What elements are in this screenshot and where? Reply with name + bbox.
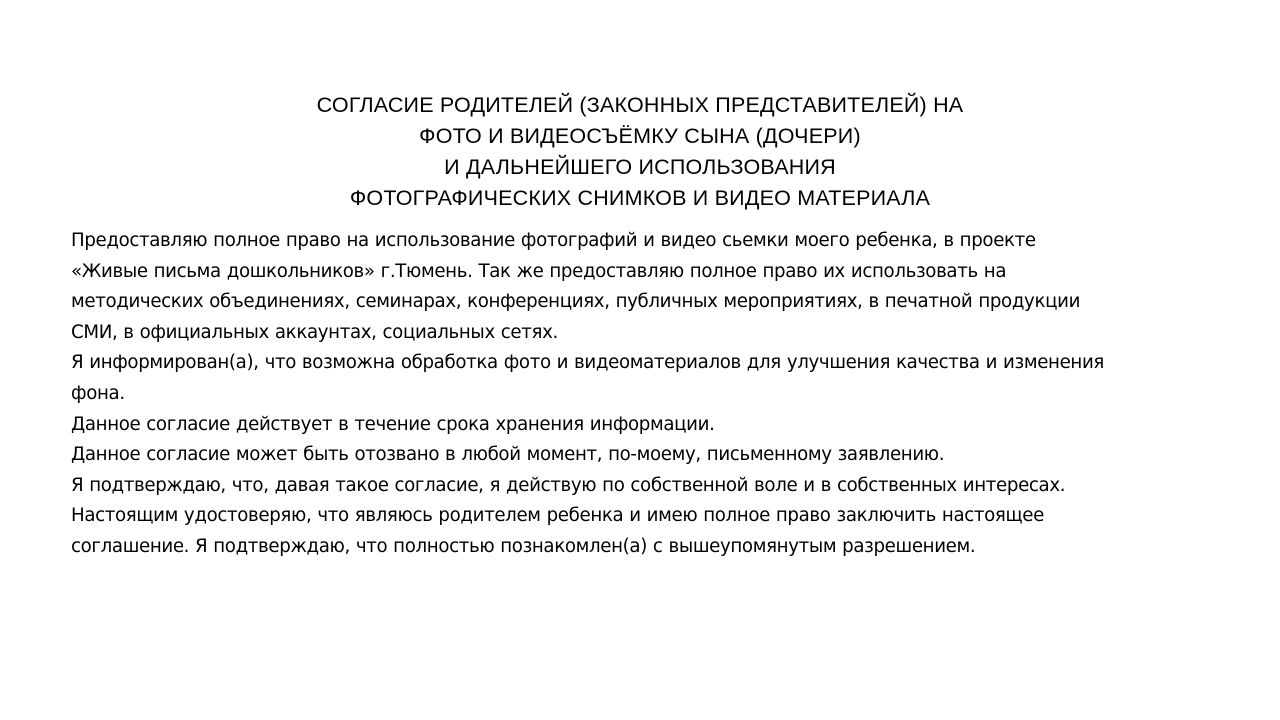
body-line: фона.	[71, 382, 125, 404]
body-line: методических объединениях, семинарах, конференциях, публичных мероприятиях, в печатной продукции	[71, 291, 1081, 313]
body-line: СМИ, в официальных аккаунтах, социальных сетях.	[71, 321, 558, 343]
document-title	[140, 90, 1140, 214]
title-line: СОГЛАСИЕ РОДИТЕЛЕЙ (ЗАКОННЫХ ПРЕДСТАВИТЕЛЕЙ) НА	[316, 93, 964, 117]
document-body	[71, 226, 1231, 563]
body-line: Я информирован(а), что возможна обработка фото и видеоматериалов для улучшения качества и изменения	[71, 352, 1105, 374]
body-line: «Живые письма дошкольников» г.Тюмень. Так же предоставляю полное право их использовать на	[71, 260, 1007, 282]
body-line: соглашение. Я подтверждаю, что полностью познакомлен(а) с вышеупомянутым разрешением.	[71, 535, 976, 557]
body-line: Предоставляю полное право на использование фотографий и видео сьемки моего ребенка, в проекте	[71, 230, 1036, 251]
title-line: И ДАЛЬНЕЙШЕГО ИСПОЛЬЗОВАНИЯ	[444, 155, 836, 179]
body-line: Настоящим удостоверяю, что являюсь родителем ребенка и имею полное право заключить настоящее	[71, 505, 1044, 527]
body-line: Данное согласие действует в течение срока хранения информации.	[71, 413, 715, 435]
body-line: Данное согласие может быть отозвано в любой момент, по-моему, письменному заявлению.	[71, 444, 945, 466]
title-line: ФОТО И ВИДЕОСЪЁМКУ СЫНА (ДОЧЕРИ)	[419, 124, 861, 148]
body-line: Я подтверждаю, что, давая такое согласие, я действую по собственной воле и в собственных интересах.	[71, 474, 1066, 496]
title-line: ФОТОГРАФИЧЕСКИХ СНИМКОВ И ВИДЕО МАТЕРИАЛА	[349, 186, 931, 210]
